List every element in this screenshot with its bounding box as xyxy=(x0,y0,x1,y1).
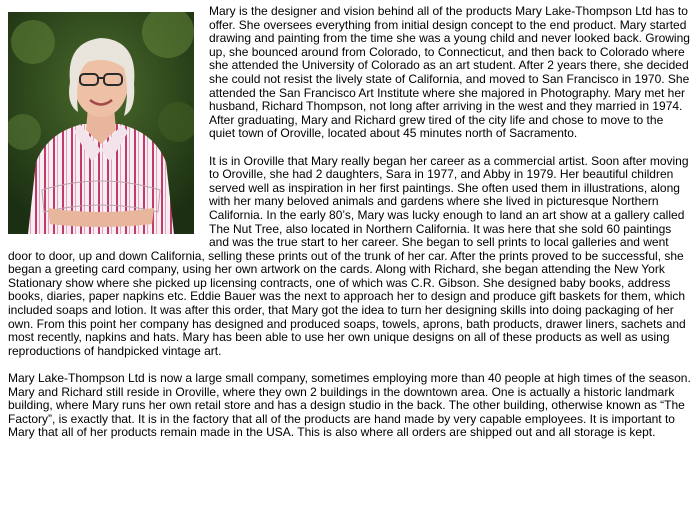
bio-paragraph-2: It is in Oroville that Mary really began her career as a commercial artist. Soon after moving to Oroville, she had 2 daughters, Sara in 1977, and Abby in 1979. Her beautiful children served well as inspiration in her first paintings. She often used them in illustrations, along with her many beloved animals and gardens where she lived in picturesque Northern California. In the early 80’s, Mary was lucky enough to land an art show at a gallery called The Nut Tree, also located in Northern California. It was here that she sold 60 paintings and was the true start to her career. She began to sell prints to local galleries and went door to door, up and down California, selling these prints out of the trunk of her car. After the prints proved to be successful, she began a greeting card company, using her own artwork on the cards. Along with Richard, she began attending the New York Stationary show where she picked up licensing contracts, one of which was C.R. Gibson. She designed baby books, address books, diaries, paper napkins etc. Eddie Bauer was the next to approach her to design and produce gift baskets for them, which included soaps and lotion. It was after this order, that Mary got the idea to turn her designing skills into doing packaging of her own. From this point her company has designed and produced soaps, towels, aprons, bath products, drawer liners, sachets and most recently, napkins and hats. Mary has been able to use her own unique designs on all of these products as well as using reproductions of handpicked vintage art. xyxy=(8,153,689,358)
portrait-illustration xyxy=(8,12,194,234)
bio-paragraph-1: Mary is the designer and vision behind all of the products Mary Lake-Thompson Ltd has to offer. She oversees everything from initial design concept to the end product. Mary started drawing and painting from the time she was a young child and never looked back. Growing up, she bounced around from Colorado, to Connecticut, and then back to Colorado where she attended the University of Colorado as an art student. After 2 years there, she decided she could not resist the lively state of California, and moved to San Francisco in 1970. She attended the San Francisco Art Institute where she majored in Photography. Mary met her husband, Richard Thompson, not long after arriving in the west and they married in 1974. After graduating, Mary and Richard grew tired of the city life and chose to move to the quiet town of Oroville, located about 45 minutes north of Sacramento. xyxy=(209,4,690,141)
portrait-photo xyxy=(8,12,194,234)
bio-paragraph-3: Mary Lake-Thompson Ltd is now a large small company, sometimes employing more than 40 people at high times of the season. Mary and Richard still reside in Oroville, where they own 2 buildings in the downtown area. One is actually a historic landmark building, where Mary runs her own retail store and has a design studio in the back. The other building, otherwise known as “The Factory”, is exactly that. It is in the factory that all of the products are hand made by very capable employees. It is important to Mary that all of her products remain made in the USA. This is also where all orders are shipped out and all storage is kept. xyxy=(8,371,691,440)
